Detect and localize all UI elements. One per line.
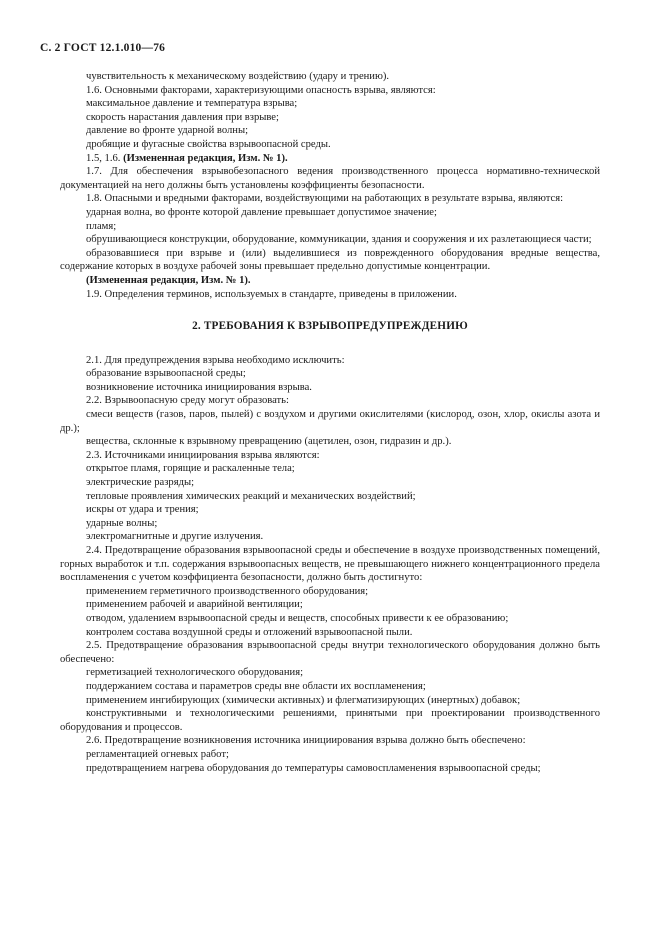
paragraph-text: образование взрывоопасной среды; — [86, 368, 246, 380]
paragraph-text: возникновение источника инициирования взрыва. — [86, 381, 312, 393]
paragraph — [60, 394, 600, 408]
paragraph — [60, 476, 600, 490]
paragraph-text: 1.9. Определения терминов, используемых в стандарте, приведены в приложении. — [86, 288, 457, 300]
paragraph — [60, 84, 600, 98]
paragraph-text: 2.1. Для предупреждения взрыва необходимо исключить: — [86, 354, 345, 366]
paragraph — [60, 111, 600, 125]
amendment-note: (Измененная редакция, Изм. № 1). — [86, 274, 251, 286]
paragraph — [60, 612, 600, 626]
paragraph — [60, 748, 600, 762]
paragraph — [60, 192, 600, 206]
paragraph — [60, 233, 600, 247]
paragraph — [60, 247, 600, 274]
paragraph-text: чувствительность к механическому воздействию (удару и трению). — [86, 71, 390, 82]
paragraph — [60, 694, 600, 708]
paragraph — [60, 165, 600, 192]
paragraph — [60, 598, 600, 612]
paragraph-text: пламя; — [86, 220, 117, 232]
paragraph — [60, 530, 600, 544]
paragraph — [60, 408, 600, 435]
paragraph-text: 2.6. Предотвращение возникновения источника инициирования взрыва должно быть обеспечено: — [86, 735, 526, 747]
paragraph-text: электрические разряды; — [86, 477, 195, 489]
paragraph-text: отводом, удалением взрывоопасной среды и веществ, способных привести к ее образованию; — [86, 612, 509, 624]
paragraph — [60, 449, 600, 463]
paragraph-text: давление во фронте ударной волны; — [86, 125, 249, 137]
paragraph-text: электромагнитные и другие излучения. — [86, 531, 264, 543]
paragraph — [60, 517, 600, 531]
paragraph-text: ударная волна, во фронте которой давление превышает допустимое значение; — [86, 206, 437, 218]
paragraph-text: скорость нарастания давления при взрыве; — [86, 111, 279, 123]
paragraph — [60, 381, 600, 395]
paragraph-text: тепловые проявления химических реакций и механических воздействий; — [86, 490, 416, 502]
paragraph — [60, 462, 600, 476]
paragraph-text: открытое пламя, горящие и раскаленные тела; — [86, 463, 295, 475]
paragraph — [60, 666, 600, 680]
paragraph-text: 2.4. Предотвращение образования взрывоопасной среды и обеспечение в воздухе производственных помещений, горных выработок и т.п. содержания взрывоопасных веществ, не превышающего нижнего концентрационного предела воспламенения с учетом коэффициента безопасности, должно быть достигнуто: — [60, 545, 600, 584]
paragraph — [60, 503, 600, 517]
section-heading: 2. ТРЕБОВАНИЯ К ВЗРЫВОПРЕДУПРЕЖДЕНИЮ — [192, 320, 468, 333]
section-2-body — [60, 354, 600, 775]
paragraph-text: искры от удара и трения; — [86, 504, 199, 516]
paragraph — [60, 220, 600, 234]
paragraph — [60, 544, 600, 585]
paragraph — [60, 124, 600, 138]
paragraph — [60, 152, 600, 166]
paragraph — [60, 288, 600, 302]
paragraph — [60, 274, 600, 288]
paragraph-text: 1.6. Основными факторами, характеризующими опасность взрыва, являются: — [86, 84, 436, 96]
paragraph — [60, 639, 600, 666]
paragraph — [60, 680, 600, 694]
paragraph — [60, 626, 600, 640]
paragraph — [60, 367, 600, 381]
paragraph — [60, 138, 600, 152]
paragraph — [60, 70, 600, 84]
document-body — [60, 70, 600, 775]
paragraph-text: 2.3. Источниками инициирования взрыва являются: — [86, 449, 320, 461]
paragraph-text: герметизацией технологического оборудования; — [86, 667, 304, 679]
paragraph — [60, 762, 600, 776]
paragraph — [60, 206, 600, 220]
paragraph — [60, 435, 600, 449]
paragraph-text: образовавшиеся при взрыве и (или) выделившиеся из поврежденного оборудования вредные вещества, содержание которых в воздухе рабочей зоны превышает предельно допустимые концентрации. — [60, 247, 600, 273]
paragraph-text: конструктивными и технологическими решениями, принятыми при проектировании производственного оборудования и процессов. — [60, 708, 600, 733]
paragraph-text: контролем состава воздушной среды и отложений взрывоопасной пыли. — [86, 626, 413, 638]
paragraph-text: применением рабочей и аварийной вентиляции; — [86, 599, 303, 611]
paragraph-text: применением ингибирующих (химически активных) и флегматизирующих (инертных) добавок; — [86, 694, 521, 706]
paragraph-text: 1.8. Опасными и вредными факторами, воздействующими на работающих в результате взрыва, являются: — [86, 193, 564, 205]
paragraph — [60, 585, 600, 599]
paragraph-text: смеси веществ (газов, паров, пылей) с воздухом и другими окислителями (кислород, озон, хлор, окислы азота и др.); — [60, 409, 600, 434]
paragraph — [60, 354, 600, 368]
paragraph-text: дробящие и фугасные свойства взрывоопасной среды. — [86, 138, 331, 150]
paragraph — [60, 734, 600, 748]
page-header: С. 2 ГОСТ 12.1.010—76 — [40, 42, 166, 54]
section-1-continuation — [60, 70, 600, 301]
paragraph-text: 1.7. Для обеспечения взрывобезопасного ведения производственного процесса нормативно-технической документацией на него должны быть установлены коэффициенты безопасности. — [60, 166, 600, 191]
paragraph-text: 2.5. Предотвращение образования взрывоопасной среды внутри технологического оборудования должно быть обеспечено: — [60, 640, 600, 665]
paragraph — [60, 97, 600, 111]
paragraph — [60, 707, 600, 734]
paragraph-text: поддержанием состава и параметров среды вне области их воспламенения; — [86, 680, 426, 692]
paragraph-text: применением герметичного производственного оборудования; — [86, 585, 369, 597]
paragraph-text: регламентацией огневых работ; — [86, 748, 229, 760]
paragraph-text: 1.5, 1.6. — [86, 152, 124, 164]
paragraph-text: вещества, склонные к взрывному превращению (ацетилен, озон, гидразин и др.). — [86, 436, 452, 448]
paragraph-text: предотвращением нагрева оборудования до температуры самовоспламенения взрывоопасной среды; — [86, 762, 541, 774]
paragraph-text: максимальное давление и температура взрыва; — [86, 98, 298, 110]
paragraph-text: 2.2. Взрывоопасную среду могут образовать: — [86, 395, 289, 407]
paragraph — [60, 490, 600, 504]
paragraph-text: обрушивающиеся конструкции, оборудование, коммуникации, здания и сооружения и их разлетающиеся части; — [86, 234, 592, 246]
paragraph-text: ударные волны; — [86, 517, 158, 529]
amendment-note: (Измененная редакция, Изм. № 1). — [123, 152, 288, 164]
